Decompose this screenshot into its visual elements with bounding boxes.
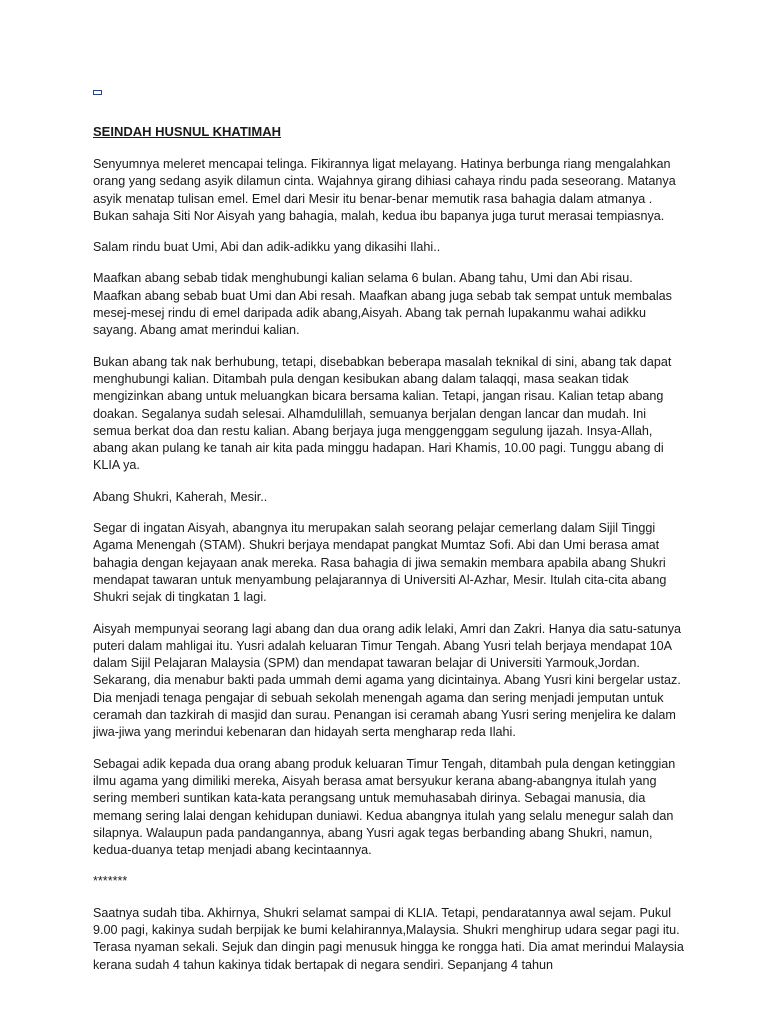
paragraph-3: Maafkan abang sebab tidak menghubungi kalian selama 6 bulan. Abang tahu, Umi dan Abi risau. Maafkan abang sebab buat Umi dan Abi resah. Maafkan abang juga sebab tak sempat untuk membalas mesej-mesej rindu di emel daripada adik abang,Aisyah. Abang tak pernah lupakanmu wahai adikku sayang. Abang amat merindui kalian. [93, 271, 672, 338]
paragraph-4: Bukan abang tak nak berhubung, tetapi, disebabkan beberapa masalah teknikal di sini, abang tak dapat menghubungi kalian. Ditambah pula dengan kesibukan abang dalam talaqqi, masa seakan tidak mengizinkan abang untuk meluangkan bicara bersama kalian. Tetapi, jangan risau. Kalian tetap abang doakan. Segalanya sudah selesai. Alhamdulillah, semuanya berjalan dengan lancar dan mudah. Ini semua berkat doa dan restu kalian. Abang berjaya juga menggenggam segulung ijazah. Insya-Allah, abang akan pulang ke tanah air kita pada minggu hadapan. Hari Khamis, 10.00 pagi. Tunggu abang di KLIA ya. [93, 354, 672, 473]
paragraph-7: Aisyah mempunyai seorang lagi abang dan dua orang adik lelaki, Amri dan Zakri. Hanya dia satu-satunya puteri dalam mahligai itu. Yusri adalah keluaran Timur Tengah. Abang Yusri telah berjaya mendapat 10A dalam Sijil Pelajaran Malaysia (SPM) dan mendapat tawaran belajar di Universiti Yarmouk,Jordan. Sekarang, dia menabur bakti pada ummah demi agama yang dicintainya. Abang Yusri kini bergelar ustaz. Dia menjadi tenaga pengajar di sebuah sekolah menengah agama dan sering menjadi jemputan untuk ceramah dan tazkirah di masjid dan surau. Penangan isi ceramah abang Yusri sering menjelira ke dalam jiwa-jiwa yang merindui kebenaran dan hidayah serta mengharap reda Ilahi. [93, 621, 682, 740]
image-placeholder-icon [93, 90, 102, 95]
paragraph-6: Segar di ingatan Aisyah, abangnya itu merupakan salah seorang pelajar cemerlang dalam Sijil Tinggi Agama Menengah (STAM). Shukri berjaya mendapat pangkat Mumtaz Sofi. Abi dan Umi berasa amat bahagia dengan kejayaan anak mereka. Rasa bahagia di jiwa semakin membara apabila abang Shukri mendapat tawaran untuk menyambung pelajarannya di Universiti Al-Azhar, Mesir. Itulah cita-cita abang Shukri sejak di tingkatan 1 lagi. [93, 521, 667, 605]
section-separator: ******* [93, 874, 128, 889]
document-title: SEINDAH HUSNUL KHATIMAH [93, 124, 282, 139]
paragraph-1: Senyumnya meleret mencapai telinga. Fikirannya ligat melayang. Hatinya berbunga riang mengalahkan orang yang sedang asyik dilamun cinta. Wajahnya girang dihiasi cahaya rindu pada seseorang. Matanya asyik menatap tulisan emel. Emel dari Mesir itu benar-benar memutik rasa bahagia dalam atmanya . Bukan sahaja Siti Nor Aisyah yang bahagia, malah, kedua ibu bapanya juga turut merasai tempiasnya. [93, 157, 676, 223]
paragraph-5: Abang Shukri, Kaherah, Mesir.. [93, 489, 268, 504]
paragraph-9: Saatnya sudah tiba. Akhirnya, Shukri selamat sampai di KLIA. Tetapi, pendaratannya awal sejam. Pukul 9.00 pagi, kakinya sudah berpijak ke bumi kelahirannya,Malaysia. Shukri menghirup udara segar pagi itu. Terasa nyaman sekali. Sejuk dan dingin pagi menusuk hingga ke rongga hati. Dia amat merindui Malaysia kerana sudah 4 tahun kakinya tidak bertapak di negara sendiri. Sepanjang 4 tahun [93, 905, 684, 972]
paragraph-2: Salam rindu buat Umi, Abi dan adik-adikku yang dikasihi Ilahi.. [93, 240, 441, 255]
paragraph-8: Sebagai adik kepada dua orang abang produk keluaran Timur Tengah, ditambah pula dengan ketinggian ilmu agama yang dimiliki mereka, Aisyah berasa amat bersyukur kerana abang-abangnya itulah yang sering memberi suntikan kata-kata perangsang untuk memuhasabah dirinya. Sebagai manusia, dia memang sering lalai dengan kehidupan duniawi. Kedua abangnya itulah yang selalu menegur salah dan silapnya. Walaupun pada pandangannya, abang Yusri agak tegas berbanding abang Shukri, namun, kedua-duanya tetap menjadi abang kecintaannya. [93, 756, 676, 858]
